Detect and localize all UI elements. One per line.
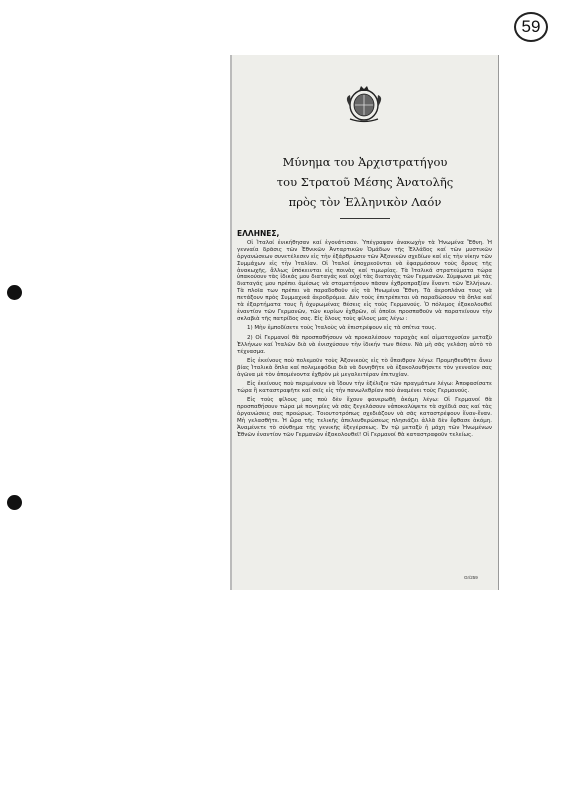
salutation-heading: ΕΛΛΗΝΕΣ,: [237, 229, 280, 238]
punch-hole-upper: [7, 285, 22, 300]
leaflet-title-line-2: του Στρατοῦ Μέσης Ἀνατολῆς: [276, 175, 454, 189]
reference-code: Gr/259: [464, 575, 478, 580]
paragraph-2: 1) Μὴν ἐμποδίσετε τοὺς Ἰταλοὺς νὰ ἐπιστρέψουν εἰς τὰ σπίτια τους.: [247, 325, 437, 332]
paragraph-3: 2) Οἱ Γερμανοί θὰ προσπαθήσουν νὰ προκαλέσουν ταραχὰς καί αἱματοχυσίαν μεταξὺ Ἑλλήνων καί Ἰταλῶν διὰ νὰ ἐνισχύσουν τὴν ἰδικήν των θέσιν. Νὰ μὴ σᾶς γελάσῃ αὐτὸ τὸ τέχνασμα.: [237, 334, 492, 355]
leaflet: [230, 55, 499, 590]
royal-coat-of-arms-icon: [342, 83, 386, 125]
leaflet-title-line-1: Μύνημα του Ἀρχιστρατήγου: [282, 155, 448, 169]
paragraph-5: Εἰς ἐκείνους ποὺ περιμένουν νὰ ἴδουν τὴν ἐξέλιξιν τῶν πραγμάτων λέγω: Ἀποφασίσατε τώρα ἢ καταστραφῆτε καί σεῖς εἰς τὴν πανωλεθρίαν ποὺ ἀναμένει τοὺς Γερμανούς.: [237, 381, 492, 395]
leaflet-body: [237, 231, 492, 441]
paragraph-1: Οἱ Ἰταλοί ἐνικήθησαν καί ἐγονάτισαν. Ὑπέγραψαν ἀνακωχὴν τὰ Ἡνωμένα Ἔθνη. Ἡ γενναία δρᾶσις τῶν Ἐθνικῶν Ἀνταρτικῶν Ὁμάδων τῆς Ἑλλάδος καί τῶν μυστικῶν ὀργανώσεων συνετέλεσεν εἰς τὴν ἐξάρθρωσιν τῶν Ἀξονικῶν σχεδίων καί εἰς τὴν νίκην τῶν Συμμάχων εἰς τὴν Ἰταλίαν. Οἱ Ἰταλοί ὑποχρεοῦνται νὰ ἐφαρμόσουν τοὺς ὅρους τῆς ἀνακωχῆς, ἄλλως ὑπόκεινται εἰς ποινὰς καί τιμωρίας. Τὰ Ἰταλικά στρατεύματα τώρα ὑπακούουν τὰς ἰδικάς μου διαταγάς καί οὐχί τὰς διαταγὰς τῶν Γερμανῶν. Σύμφωνα μὲ τὰς διαταγάς μου πρέπει ἀμέσως νὰ σταματήσουν πᾶσαν ἐχθροπραξίαν ἔναντι τῶν Ἑλλήνων. Τὰ πλοῖα των πρέπει νὰ παραδοθοῦν εἰς τὰ Ἡνωμένα Ἔθνη. Τὰ ἀεροπλάνα τους νὰ πετάξουν πρὸς Συμμαχικά ἀεροδρόμια. Δὲν τοὺς ἐπιτρέπεται νὰ παραδώσουν τὰ ὅπλα καί τὰ ἐξαρτήματα τους ἢ ὀχυρωμένας θέσεις εἰς τοὺς Γερμανούς. Ὁ πόλεμος ἐξακολουθεῖ ἐναντίον τῶν Γερμανῶν, τῶν κυρίων ἐχθρῶν, οἱ ὁποῖοι προσπαθοῦν νὰ παρατείνουν τὴν σκλαβιὰ τῆς πατρίδος σας. Εἰς ὅλους τοὺς φίλους μας λέγω :: [237, 239, 492, 322]
paragraph-6: Εἰς τοὺς φίλους μας ποὺ δὲν ἔχουν φανερωθῆ ἀκόμη λέγω: Οἱ Γερμανοί θὰ προσπαθήσουν τώρα μὲ πονηρίες νὰ σᾶς ξεγελάσουν νἀποκαλύψετε τὰ σχέδιά σας καί τὰς ὀργανώσεις σας προώρως. Τοιουτοτρόπως σχεδιάζουν νὰ σᾶς καταστρέψουν ἕναν-ἕναν. Μὴ γελασθῆτε. Ἡ ὥρα τῆς τελικῆς ἀπελευθερώσεως πλησιάζει ἀλλὰ δὲν ἔφθασε ἀκόμη. Ἀναμένετε τὸ σύνθημα τῆς γενικῆς ἐξεγέρσεως. Ἐν τῷ μεταξὺ ἡ μάχη τῶν Ἡνωμένων Ἐθνῶν ἐναντίον τῶν Γερμανῶν ἐξακολουθεῖ! Οἱ Γερμανοί θὰ καταστραφοῦν τελείως.: [237, 397, 492, 438]
leaflet-title-line-3: πρὸς τὸν Ἑλληνικὸν Λαόν: [288, 195, 442, 209]
title-divider: [340, 218, 390, 219]
punch-hole-lower: [7, 495, 22, 510]
page-number: 59: [514, 12, 548, 42]
paragraph-4: Εἰς ἐκείνους ποὺ πολεμοῦν τοὺς Ἀξονικοὺς εἰς τὸ ὕπαιθρον λέγω: Προμηθευθῆτε ἄνευ βίας Ἰταλικὰ ὅπλα καί πολεμεφόδια διὰ νὰ δυνηθῆτε νὰ ἐξακολουθήσετε τὸν γενναῖον σας ἀγῶνα μὲ τὸν ἀπομένοντα ἐχθρὸν μὲ μεγαλειτέραν ἐπιτυχίαν.: [237, 357, 492, 378]
